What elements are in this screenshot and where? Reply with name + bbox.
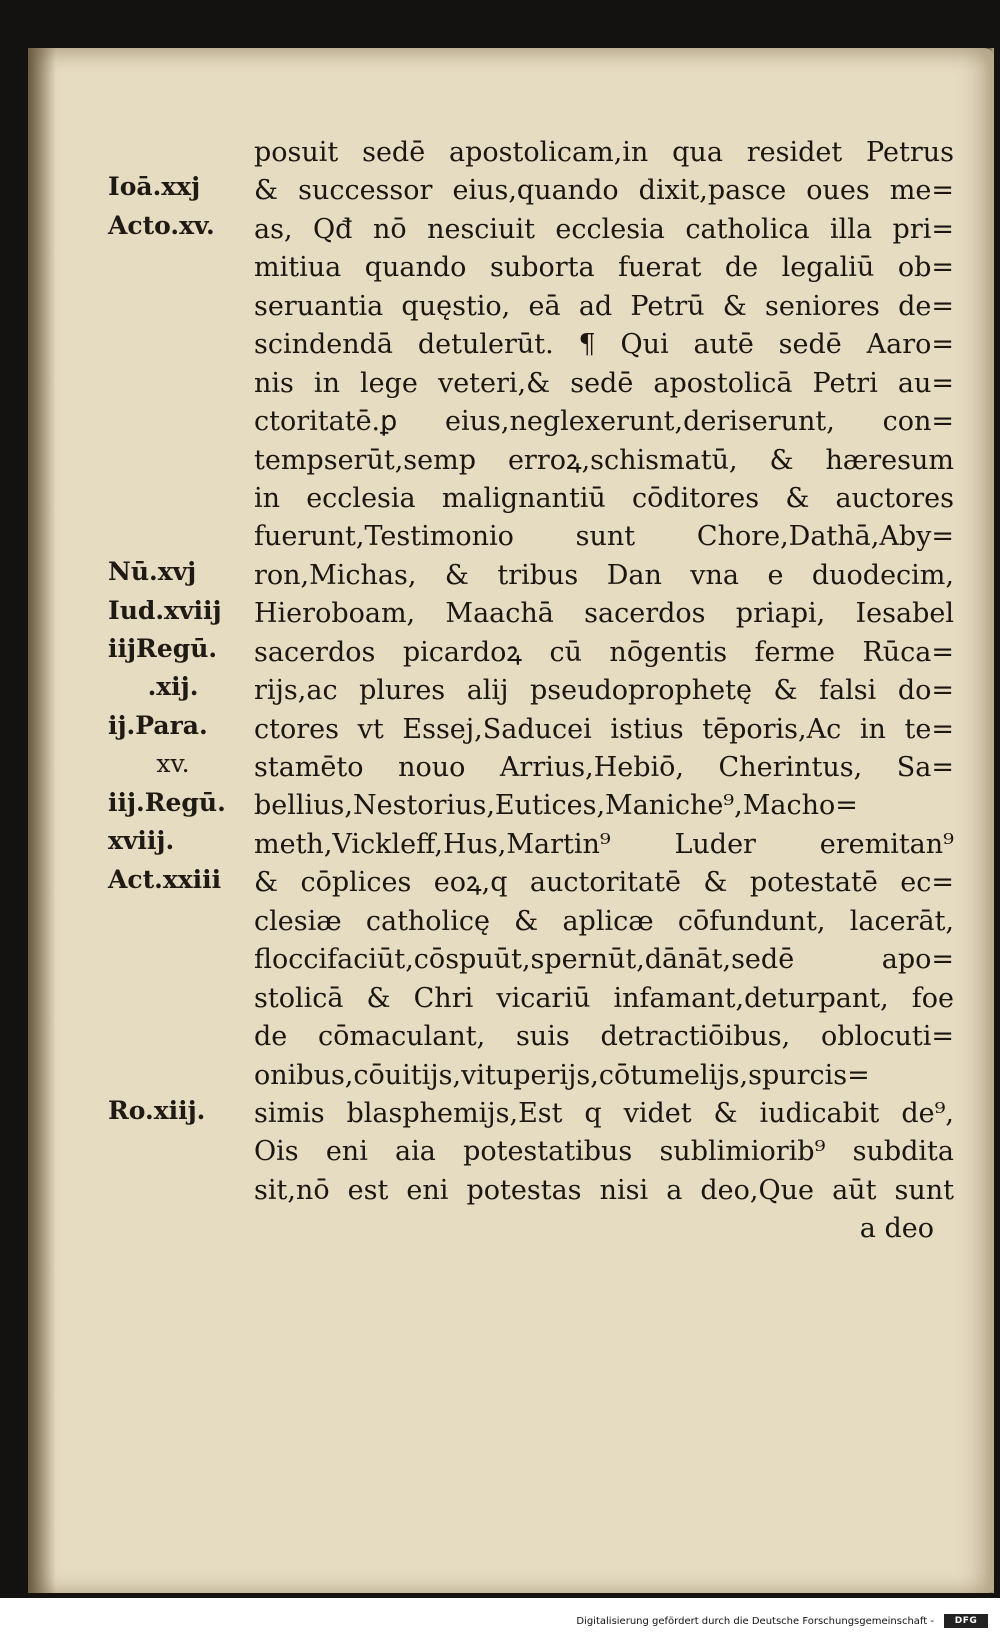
marginal-note: xviij. — [108, 826, 175, 855]
marginal-note: .xij. — [147, 672, 199, 701]
marginal-note: Iud.xviij — [108, 596, 222, 625]
book-page — [28, 48, 994, 1593]
page-edge — [984, 48, 994, 1593]
marginal-note: Nū.xvj — [108, 557, 197, 586]
text-line: tempserūt,semp erroꝝ,schismatū, & hæresum — [254, 444, 954, 476]
text-line: posuit sedē apostolicam,in qua residet Petrus — [254, 137, 954, 168]
text-line: stolicā & Chri vicariū infamant,deturpant, foe — [254, 982, 954, 1014]
text-line: rijs,ac plures alij pseudoprophetę & falsi do= — [254, 675, 954, 707]
marginal-note: Ioā.xxj — [108, 172, 201, 201]
marginal-note: Ro.xiij. — [108, 1096, 206, 1125]
digitization-footer — [0, 1598, 1000, 1644]
text-line: in ecclesia malignantiū cōditores & auctores — [254, 482, 954, 514]
text-line: onibus,cōuitijs,vituperijs,cōtumelijs,spurcis= — [254, 1059, 870, 1091]
text-line: Hieroboam, Maachā sacerdos priapi, Iesabel — [254, 598, 954, 630]
catchword: a deo — [859, 1213, 934, 1245]
text-line: seruantia quęstio, eā ad Petrū & seniores de= — [254, 290, 954, 322]
marginal-note: xv. — [156, 749, 190, 778]
marginal-note: ij.Para. — [108, 711, 208, 740]
body-text — [254, 134, 954, 1249]
text-line: nis in lege veteri,& sedē apostolicā Petri au= — [254, 367, 954, 399]
text-line: ron,Michas, & tribus Dan vna e duodecim, — [254, 559, 954, 591]
text-line: de cōmaculant, suis detractiōibus, oblocuti= — [254, 1021, 954, 1053]
marginal-note: iijRegū. — [108, 634, 218, 663]
text-line: scindendā detulerūt. ¶ Qui autē sedē Aaro= — [254, 329, 954, 361]
marginal-note: Act.xxiii — [108, 865, 222, 894]
text-line: fuerunt,Testimonio sunt Chore,Dathā,Aby= — [254, 521, 954, 553]
spine-shadow — [28, 48, 56, 1593]
text-line: sit,nō est eni potestas nisi a deo,Que aūt sunt — [254, 1174, 954, 1206]
text-line: simis blasphemijs,Est q videt & iudicabit de⁹, — [254, 1097, 954, 1129]
text-line: as, Qđ nō nesciuit ecclesia catholica illa pri= — [254, 213, 954, 245]
text-line: mitiua quando suborta fuerat de legaliū ob= — [254, 252, 954, 284]
text-line: bellius,Nestorius,Eutices,Maniche⁹,Macho= — [254, 790, 858, 822]
text-line: ctores vt Essej,Saducei istius tēporis,Ac in te= — [254, 713, 954, 745]
text-line: & cōplices eoꝝ,q auctoritatē & potestatē ec= — [254, 867, 954, 899]
text-line: floccifaciūt,cōspuūt,spernūt,dānāt,sedē apo= — [254, 944, 954, 976]
text-line: ctoritatē.ꝑ eius,neglexerunt,deriserunt, con= — [254, 406, 954, 438]
funding-notice: Digitalisierung gefördert durch die Deutsche Forschungsgemeinschaft - — [576, 1616, 934, 1627]
text-line: stamēto nouo Arrius,Hebiō, Cherintus, Sa= — [254, 752, 954, 783]
text-line: Ois eni aia potestatibus sublimiorib⁹ subdita — [254, 1136, 954, 1168]
text-line: clesiæ catholicę & aplicæ cōfundunt, lacerāt, — [254, 905, 954, 937]
marginal-note: Acto.xv. — [108, 211, 215, 240]
text-line: meth,Vickleff,Hus,Martin⁹ Luder eremitan⁹ — [254, 828, 954, 860]
dfg-logo: DFG — [944, 1614, 988, 1628]
text-line: & successor eius,quando dixit,pasce oues me= — [254, 175, 954, 207]
marginal-note: iij.Regū. — [108, 788, 226, 817]
text-line: sacerdos picardoꝝ cū nōgentis ferme Rūca= — [254, 636, 954, 668]
